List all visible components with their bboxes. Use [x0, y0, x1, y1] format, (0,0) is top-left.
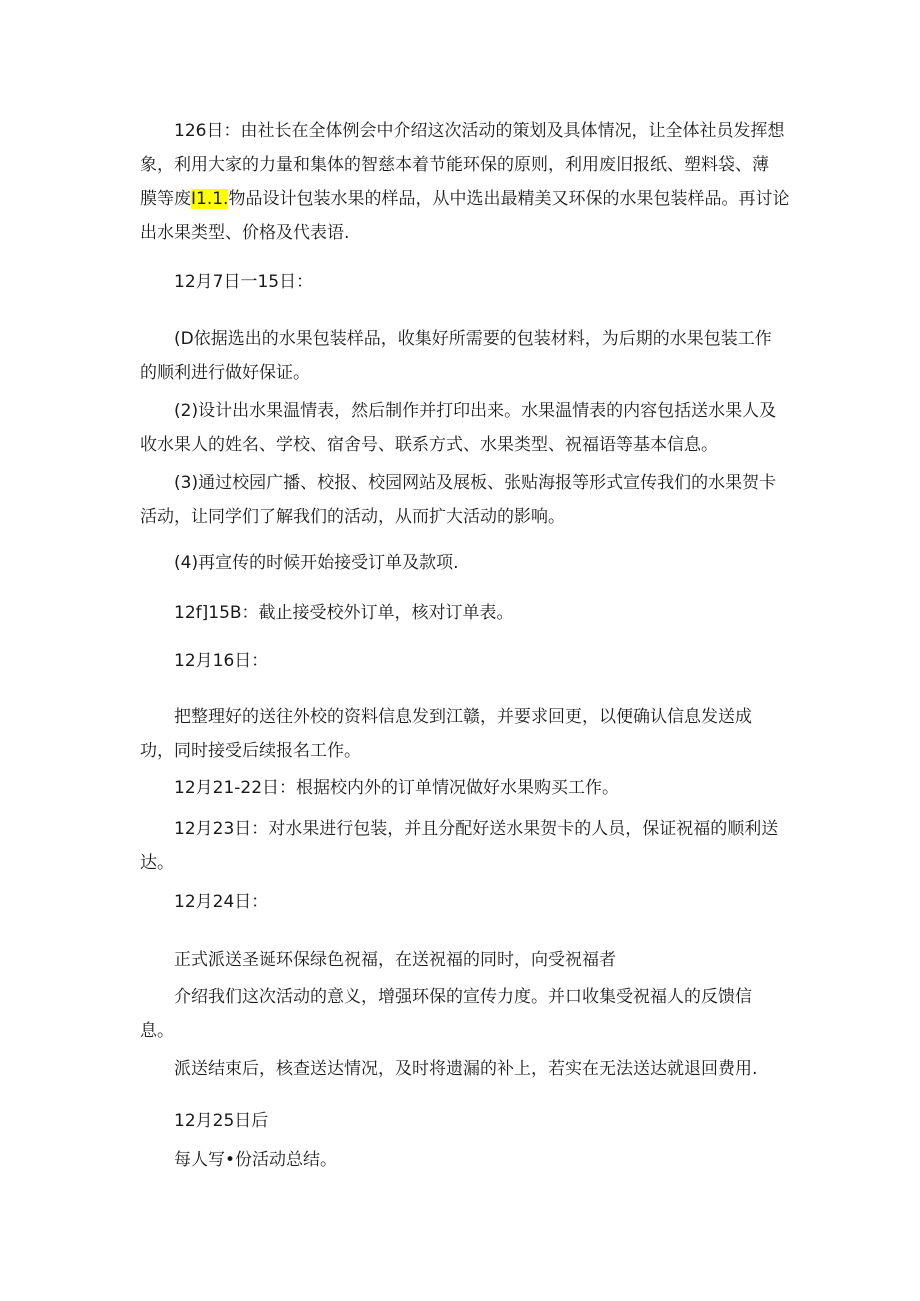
- paragraph-line: 活动，让同学们了解我们的活动，从而扩大活动的影响。: [140, 507, 565, 527]
- paragraph-send-info: [140, 700, 800, 768]
- paragraph-summary: 每人写•份活动总结。: [174, 1150, 338, 1170]
- date-heading: 12月7日一15日：: [174, 272, 314, 292]
- paragraph-line: 的顺利进行做好保证。: [140, 363, 310, 383]
- paragraph-line: 12月23日：对水果进行包装，并且分配好送水果贺卡的人员，保证祝福的顺利送: [174, 819, 779, 839]
- paragraph-step-2: [140, 394, 800, 462]
- paragraph-step-1: [140, 322, 800, 390]
- text-fragment: 物品设计包装水果的样品，从中选出最精美又环保的水果包装样品。再讨论: [228, 189, 790, 209]
- paragraph-cutoff: 12f]15B：截止接受校外订单，核对订单表。: [174, 603, 514, 623]
- paragraph-line: [140, 182, 810, 216]
- date-heading: 12月16日：: [174, 651, 269, 671]
- paragraph-line: 象，利用大家的力量和集体的智慈本着节能环保的原则，利用废旧报纸、塑料袋、薄: [140, 155, 769, 175]
- paragraph-line: (2)设计出水果温情表，然后制作并打印出来。水果温情表的内容包括送水果人及: [174, 401, 777, 421]
- paragraph-packaging: [140, 812, 800, 880]
- paragraph-line: 介绍我们这次活动的意义，增强环保的宣传力度。并口收集受祝福人的反馈信: [174, 987, 752, 1007]
- paragraph-step-3: [140, 466, 800, 534]
- paragraph-line: 出水果类型、价格及代表语.: [140, 223, 350, 243]
- paragraph-purchase: 12月21-22日：根据校内外的订单情况做好水果购买工作。: [174, 778, 620, 798]
- date-heading: 12月24日：: [174, 892, 269, 912]
- paragraph-line: 把整理好的送往外校的资料信息发到江赣，并要求回更，以便确认信息发送成: [174, 707, 752, 727]
- paragraph-step-4: (4)再宣传的时候开始接受订单及款项.: [174, 553, 459, 573]
- paragraph-delivery: 正式派送圣诞环保绿色祝福，在送祝福的同时，向受祝福者: [174, 950, 616, 970]
- paragraph-line: 息。: [140, 1021, 174, 1041]
- paragraph-line: 达。: [140, 853, 174, 873]
- paragraph-line: 126日：由社长在全体例会中介绍这次活动的策划及具体情况，让全体社员发挥想: [174, 121, 785, 141]
- paragraph-followup: 派送结束后，核查送达情况，及时将遗漏的补上，若实在无法送达就退回费用.: [174, 1059, 758, 1079]
- text-fragment: 膜等废: [140, 189, 191, 209]
- paragraph-line: (3)通过校园广播、校报、校园网站及展板、张贴海报等形式宣传我们的水果贺卡: [174, 473, 777, 493]
- paragraph-line: 收水果人的姓名、学校、宿舍号、联系方式、水果类型、祝福语等基本信息。: [140, 435, 718, 455]
- paragraph-line: (D依据选出的水果包装样品，收集好所需要的包装材料，为后期的水果包装工作: [174, 329, 772, 349]
- paragraph-planning-meeting: [140, 114, 810, 250]
- paragraph-feedback: [140, 980, 800, 1048]
- date-heading: 12月25日后: [174, 1111, 269, 1131]
- highlighted-text: I1.1.: [191, 189, 229, 209]
- paragraph-line: 功，同时接受后续报名工作。: [140, 741, 361, 761]
